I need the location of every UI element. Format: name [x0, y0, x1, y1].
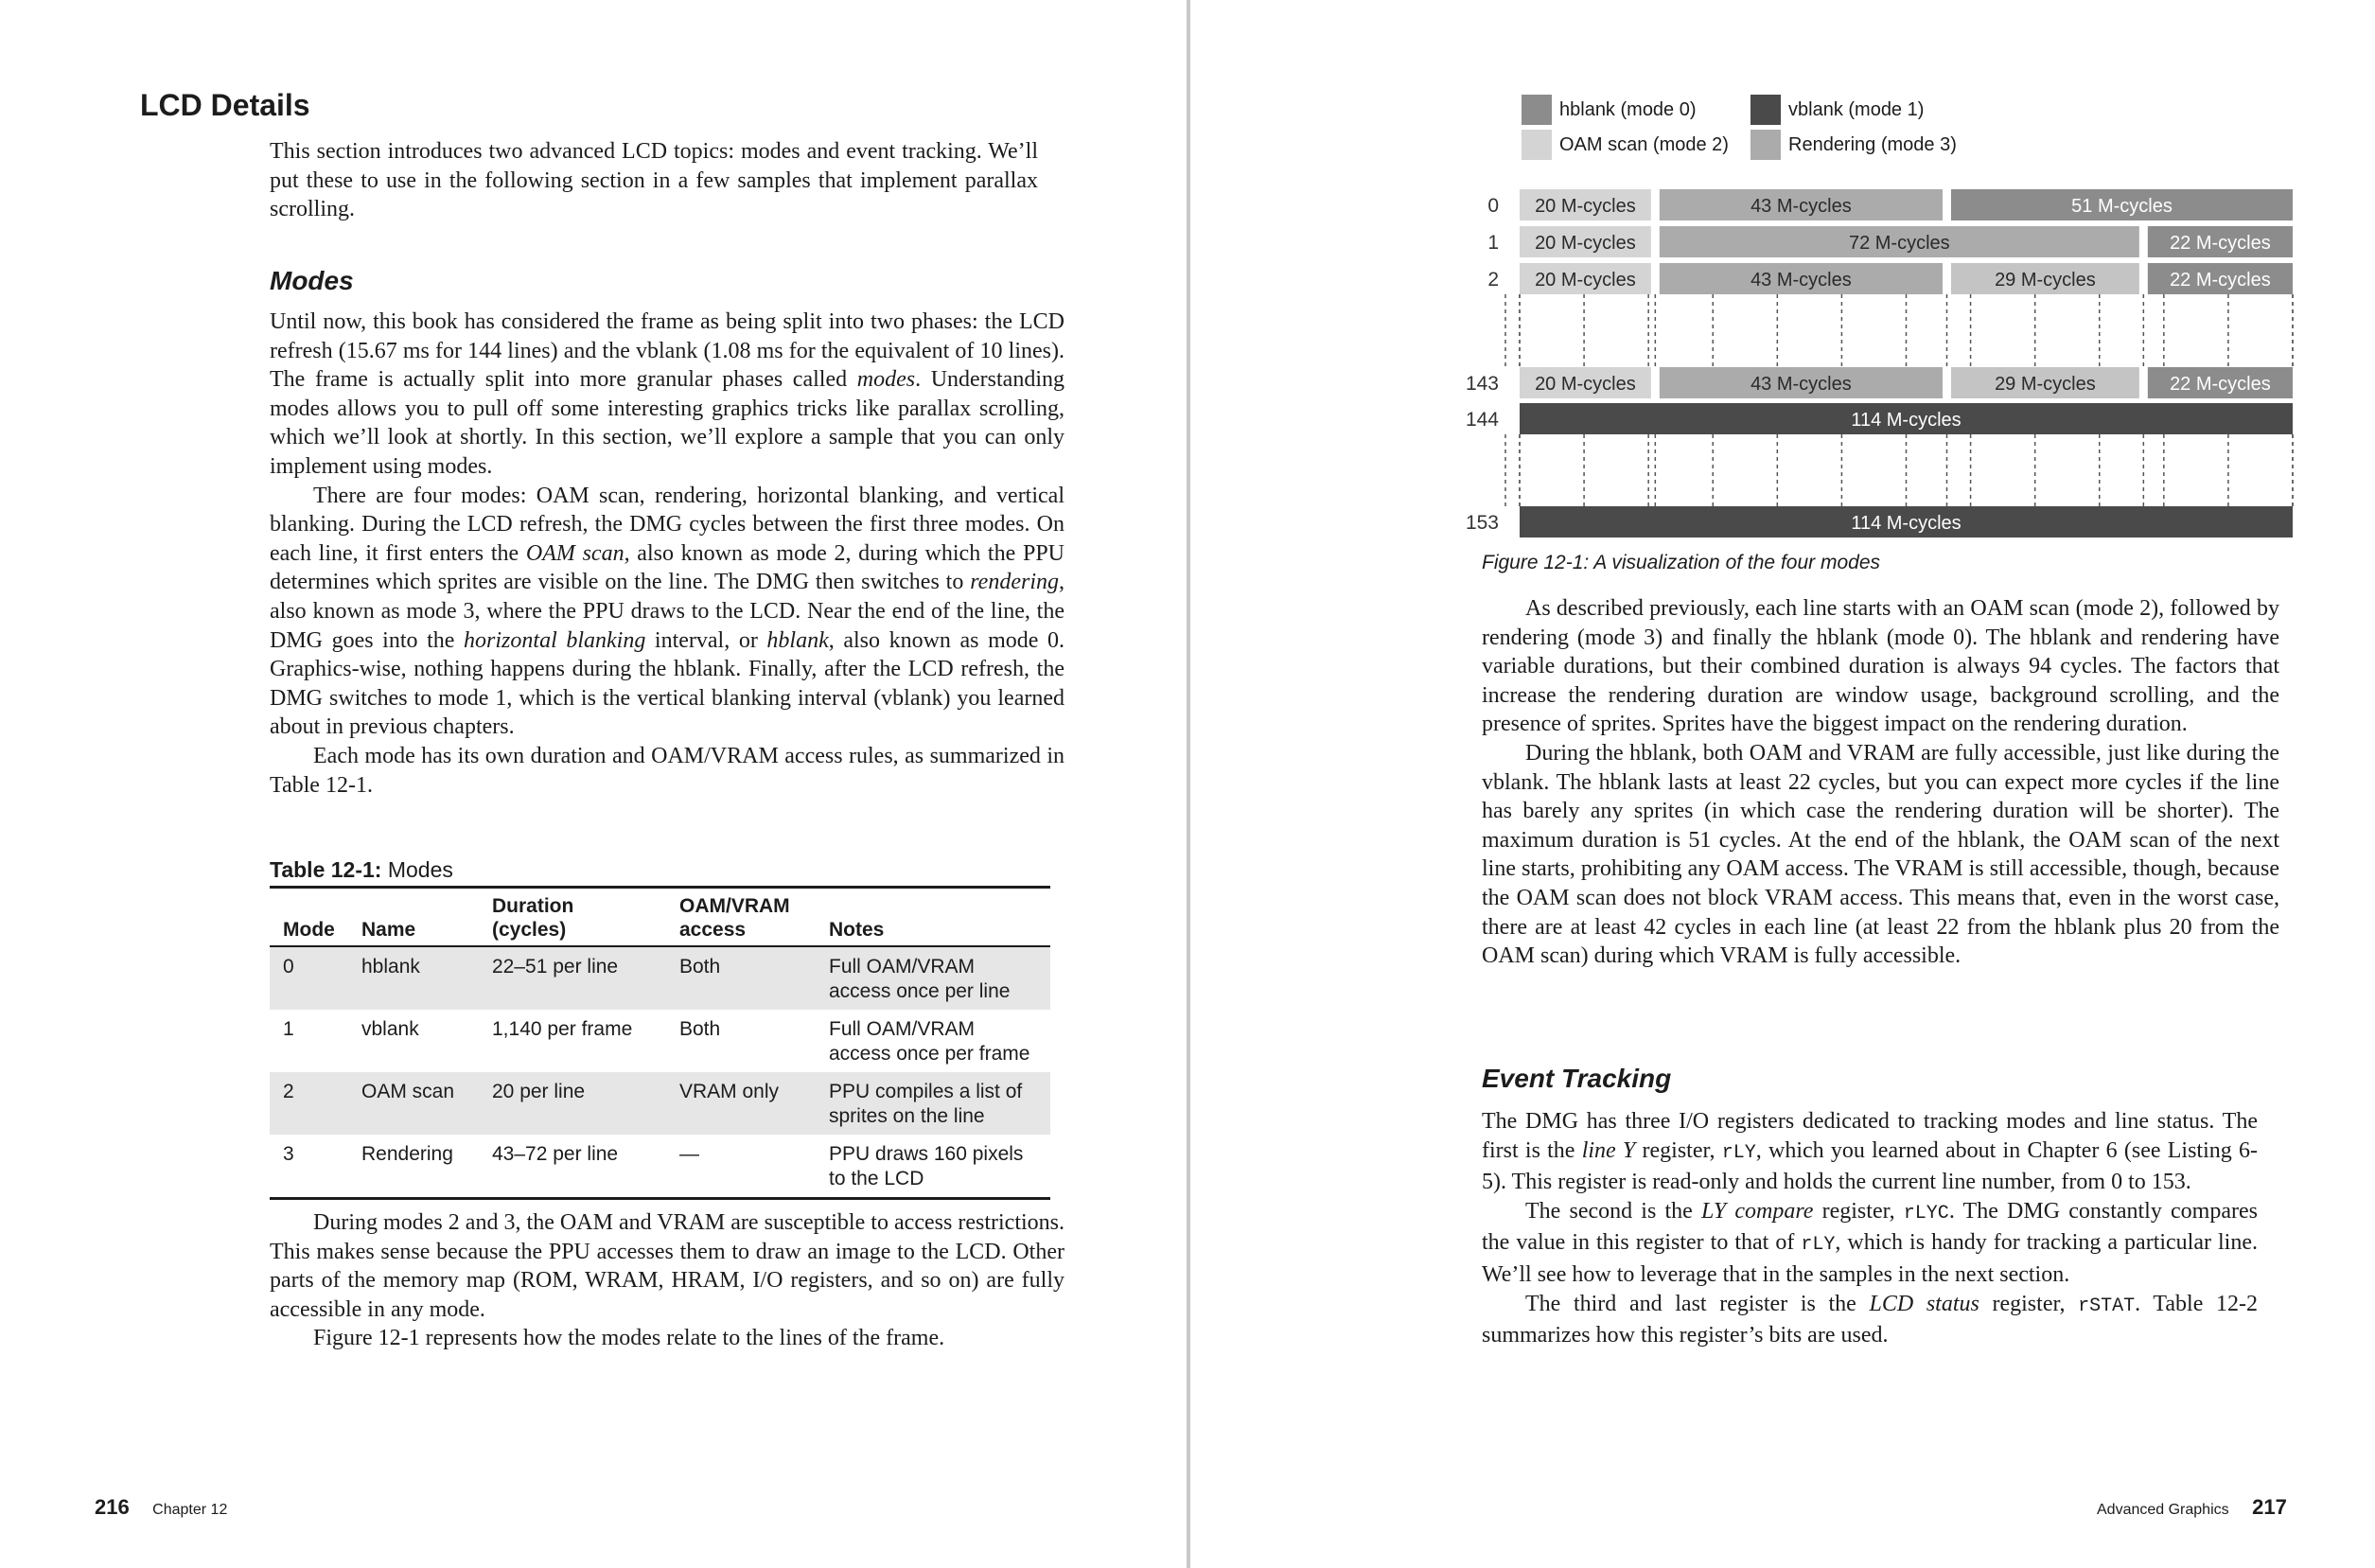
modes-paragraph-1: Until now, this book has considered the frame as being split into two phases: the LCD refresh (15.67 ms for 144 lines) and the vblank (1.08 ms for the equivalent of 10 lines). The frame is actually split into more granular phases called modes. Understanding modes allows you to pull off some interesting graphics tricks like parallax scrolling, which we’ll look at shortly. In this section, we’ll explore a sample that you can only implement using modes. [270, 309, 1064, 479]
cell-duration: 22–51 per line [492, 956, 619, 978]
cell-name: OAM scan [361, 1081, 455, 1102]
cell-mode: 1 [283, 1018, 294, 1040]
cell-access: Both [679, 1018, 721, 1040]
table-row [270, 946, 1050, 1010]
legend-hblank: hblank (mode 0) [1522, 95, 1697, 125]
section-heading: LCD Details [140, 88, 310, 122]
col-header-mode: Mode [283, 919, 335, 941]
col-header-notes: Notes [829, 919, 885, 941]
page-number: 216 [95, 1495, 130, 1519]
hblank-paragraph: During the hblank, both OAM and VRAM are fully accessible, just like during the vblank. The hblank lasts at least 22 cycles, but you can expect more cycles if the line has barely any sprites (in which case the rendering duration will be shorter). The maximum duration is 51 cycles. At the end of the hblank, the OAM scan of the next line starts, prohibiting any OAM access. The VRAM is still accessible, though, because the OAM scan does not block VRAM access. This means that, even in the worst case, there are at least 42 cycles in each line (at least 22 from the hblank plus 20 from the OAM scan) during which VRAM is fully accessible. [1482, 740, 2279, 969]
cell-duration: 20 per line [492, 1081, 586, 1102]
cell-notes: Full OAM/VRAM access once per line [829, 956, 1011, 1002]
right-page [1190, 0, 2375, 1568]
figure-ref-paragraph: Figure 12-1 represents how the modes relate to the lines of the frame. [313, 1326, 945, 1351]
segment-label: 29 M-cycles [1995, 270, 2096, 291]
line-number-label: 0 [1487, 195, 1499, 217]
col-header-name: Name [361, 919, 416, 941]
segment-label: 20 M-cycles [1535, 233, 1636, 254]
segment-label: 43 M-cycles [1750, 196, 1852, 217]
line-number-label: 143 [1465, 373, 1499, 395]
col-header-duration: Duration (cycles) [492, 895, 574, 941]
access-paragraph: During modes 2 and 3, the OAM and VRAM are susceptible to access restrictions. This makes sense because the PPU accesses them to draw an image to the LCD. Other parts of the memory map (ROM, WRAM, HRAM, I/O registers, and so on) are fully accessible in any mode. [270, 1210, 1064, 1322]
event-tracking-body [1482, 1107, 2258, 1350]
segment-label: 29 M-cycles [1995, 374, 2096, 395]
segment-label: 22 M-cycles [2170, 233, 2271, 254]
segment-label: 20 M-cycles [1535, 270, 1636, 291]
segment-label: 51 M-cycles [2071, 196, 2173, 217]
modes-table [270, 886, 1050, 1200]
table-row [270, 1135, 1050, 1199]
segment-label: 114 M-cycles [1851, 513, 1962, 534]
line-number-label: 1 [1487, 232, 1499, 254]
segment-label: 114 M-cycles [1851, 410, 1962, 431]
line-number-label: 144 [1465, 409, 1499, 431]
figure-caption: Figure 12-1: A visualization of the four modes [1482, 552, 1880, 573]
cell-access: VRAM only [679, 1081, 780, 1102]
cell-notes: PPU draws 160 pixels to the LCD [829, 1143, 1024, 1189]
cell-duration: 1,140 per frame [492, 1018, 633, 1040]
table-header-row [270, 888, 1050, 947]
cell-mode: 2 [283, 1081, 294, 1102]
cell-notes: PPU compiles a list of sprites on the line [829, 1081, 1023, 1127]
modes-paragraph-2: There are four modes: OAM scan, rendering, horizontal blanking, and vertical blanking. During the LCD refresh, the DMG cycles between the first three modes. On each line, it first enters the OAM scan, also known as mode 2, during which the PPU determines which sprites are visible on the line. The DMG then switches to rendering, also known as mode 3, where the PPU draws to the LCD. Near the end of the line, the DMG goes into the horizontal blanking interval, or hblank, also known as mode 0. Graphics-wise, nothing happens during the hblank. Finally, after the LCD refresh, the DMG switches to mode 1, which is the vertical blanking interval (vblank) you learned about in previous chapters. [270, 483, 1065, 740]
right-folio [2097, 1495, 2287, 1520]
left-folio [95, 1495, 227, 1520]
cell-access: Both [679, 956, 721, 978]
intro-paragraph: This section introduces two advanced LCD topics: modes and event tracking. We’ll put these to use in the following section in a few samples that implement parallax scrolling. [270, 139, 1038, 222]
running-footer: Advanced Graphics [2097, 1502, 2229, 1518]
legend-rendering: Rendering (mode 3) [1750, 130, 1957, 160]
line-number-label: 2 [1487, 269, 1499, 291]
segment-label: 22 M-cycles [2170, 270, 2271, 291]
modes-subheading: Modes [270, 266, 354, 295]
line-number-label: 153 [1465, 512, 1499, 534]
table-row [270, 1010, 1050, 1072]
segment-label: 43 M-cycles [1750, 270, 1852, 291]
modes-timeline-figure [1190, 0, 2375, 549]
right-body [1482, 594, 2279, 971]
segment-label: 43 M-cycles [1750, 374, 1852, 395]
event-tracking-subheading: Event Tracking [1482, 1064, 1672, 1093]
after-table-body [270, 1208, 1064, 1353]
segment-label: 72 M-cycles [1848, 233, 1950, 254]
segment-label: 20 M-cycles [1535, 196, 1636, 217]
running-footer: Chapter 12 [152, 1502, 228, 1518]
modes-order-paragraph: As described previously, each line starts with an OAM scan (mode 2), followed by rendering (mode 3) and finally the hblank (mode 0). The hblank and rendering have variable durations, but their combined duration is always 94 cycles. The factors that increase the rendering duration are window usage, background scrolling, and the presence of sprites. Sprites have the biggest impact on the rendering duration. [1482, 596, 2279, 737]
cell-mode: 0 [283, 956, 294, 978]
stat-paragraph: The third and last register is the LCD status register, rSTAT. Table 12-2 summarizes how this register’s bits are used. [1482, 1291, 2258, 1348]
ly-paragraph: The DMG has three I/O registers dedicated to tracking modes and line status. The first is the line Y register, rLY, which you learned about in Chapter 6 (see Listing 6-5). This register is read-only and holds the current line number, from 0 to 153. [1482, 1109, 2258, 1195]
col-header-access: OAM/VRAM access [679, 895, 790, 941]
legend-oam-scan: OAM scan (mode 2) [1522, 130, 1729, 160]
page-number: 217 [2252, 1495, 2287, 1519]
cell-mode: 3 [283, 1143, 294, 1165]
cell-name: vblank [361, 1018, 419, 1040]
cell-name: Rendering [361, 1143, 453, 1165]
table-caption: Table 12-1: Modes [270, 857, 453, 882]
legend-vblank: vblank (mode 1) [1750, 95, 1924, 125]
modes-body [270, 308, 1064, 800]
table-row [270, 1072, 1050, 1135]
cell-notes: Full OAM/VRAM access once per frame [829, 1018, 1030, 1065]
modes-paragraph-3: Each mode has its own duration and OAM/VRAM access rules, as summarized in Table 12-1. [270, 743, 1064, 798]
cell-access: — [679, 1143, 699, 1165]
left-page [0, 0, 1187, 1568]
segment-label: 22 M-cycles [2170, 374, 2271, 395]
segment-label: 20 M-cycles [1535, 374, 1636, 395]
cell-duration: 43–72 per line [492, 1143, 619, 1165]
lyc-paragraph: The second is the LY compare register, rLYC. The DMG constantly compares the value in this register to that of rLY, which is handy for tracking a particular line. We’ll see how to leverage that in the samples in the next section. [1482, 1198, 2258, 1287]
cell-name: hblank [361, 956, 420, 978]
